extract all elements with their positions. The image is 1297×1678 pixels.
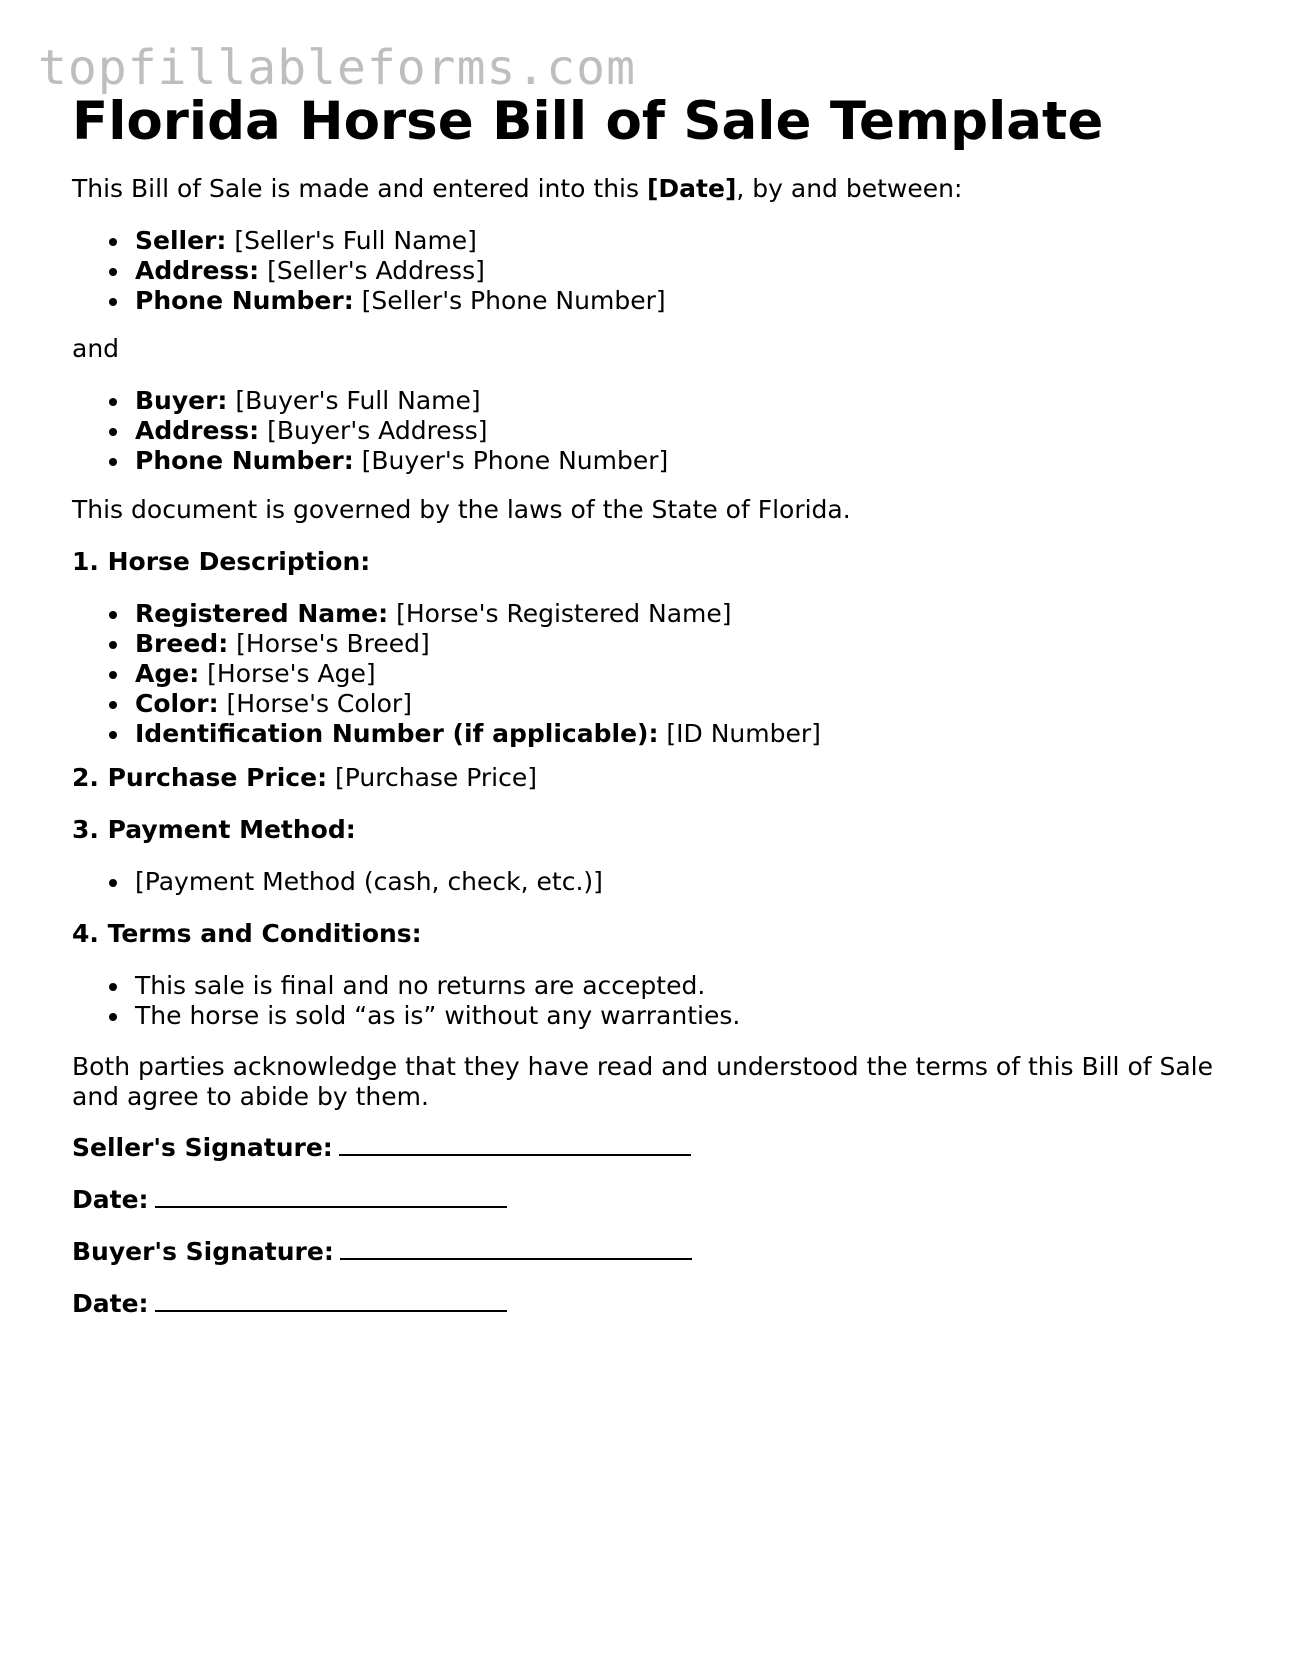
seller-signature-label: Seller's Signature:: [72, 1133, 333, 1162]
id-number-value: [ID Number]: [658, 719, 821, 748]
governed-text: This document is governed by the laws of the State of Florida.: [72, 495, 851, 524]
section-2: [72, 763, 537, 793]
list-item: [72, 599, 821, 629]
buyer-signature-label: Buyer's Signature:: [72, 1237, 334, 1266]
section-1-heading: [72, 547, 370, 577]
list-item: This sale is final and no returns are accepted.: [72, 971, 740, 1001]
buyer-address-label: Address:: [135, 416, 260, 445]
buyer-label: Buyer:: [135, 386, 228, 415]
registered-name-value: [Horse's Registered Name]: [388, 599, 732, 628]
list-item: [Payment Method (cash, check, etc.)]: [72, 867, 603, 897]
buyer-signature-line[interactable]: [340, 1236, 692, 1260]
buyer-date-row: [72, 1288, 507, 1319]
buyer-phone-label: Phone Number:: [135, 446, 354, 475]
seller-signature-row: [72, 1132, 691, 1163]
seller-date-label: Date:: [72, 1185, 149, 1214]
list-item: [72, 659, 821, 689]
buyer-address-value: [Buyer's Address]: [259, 416, 488, 445]
buyer-signature-row: [72, 1236, 692, 1267]
seller-date-row: [72, 1184, 507, 1215]
seller-phone-value: [Seller's Phone Number]: [353, 286, 666, 315]
acknowledgement-paragraph: [72, 1052, 1213, 1112]
acknowledgement-line-2: and agree to abide by them.: [72, 1082, 429, 1111]
seller-signature-line[interactable]: [339, 1132, 691, 1156]
payment-method-list: [72, 867, 603, 897]
registered-name-label: Registered Name:: [135, 599, 389, 628]
section-3-heading-text: 3. Payment Method:: [72, 815, 356, 844]
seller-list: [72, 226, 666, 316]
color-label: Color:: [135, 689, 219, 718]
watermark: topfillableforms.com: [38, 40, 636, 96]
document-body: [72, 86, 1252, 1318]
acknowledgement-line-1: Both parties acknowledge that they have read and understood the terms of this Bill of Sale: [72, 1052, 1214, 1081]
intro-paragraph: [72, 174, 962, 204]
list-item: [72, 286, 666, 316]
list-item: The horse is sold “as is” without any warranties.: [72, 1001, 740, 1031]
list-item: [72, 689, 821, 719]
breed-value: [Horse's Breed]: [228, 629, 430, 658]
terms-list: [72, 971, 740, 1031]
list-item: [72, 719, 821, 749]
seller-date-line[interactable]: [155, 1184, 507, 1208]
buyer-phone-value: [Buyer's Phone Number]: [353, 446, 669, 475]
section-4-heading: [72, 919, 422, 949]
buyer-list: [72, 386, 668, 476]
intro-text-before: This Bill of Sale is made and entered into this: [72, 174, 647, 203]
seller-phone-label: Phone Number:: [135, 286, 354, 315]
section-1-heading-text: 1. Horse Description:: [72, 547, 371, 576]
intro-text-after: , by and between:: [736, 174, 963, 203]
page-title: Florida Horse Bill of Sale Template: [72, 91, 1104, 152]
seller-label: Seller:: [135, 226, 227, 255]
section-2-heading: 2. Purchase Price:: [72, 763, 328, 792]
id-number-label: Identification Number (if applicable):: [135, 719, 659, 748]
list-item: [72, 226, 666, 256]
buyer-date-label: Date:: [72, 1289, 149, 1318]
horse-description-list: [72, 599, 821, 749]
breed-label: Breed:: [135, 629, 229, 658]
color-value: [Horse's Color]: [218, 689, 412, 718]
buyer-value: [Buyer's Full Name]: [227, 386, 481, 415]
age-value: [Horse's Age]: [199, 659, 376, 688]
purchase-price-value: [Purchase Price]: [327, 763, 537, 792]
seller-address-label: Address:: [135, 256, 260, 285]
and-text: and: [72, 334, 120, 363]
buyer-date-line[interactable]: [155, 1288, 507, 1312]
list-item: [72, 446, 668, 476]
list-item: [72, 629, 821, 659]
section-3-heading: [72, 815, 356, 845]
age-label: Age:: [135, 659, 200, 688]
seller-address-value: [Seller's Address]: [259, 256, 485, 285]
list-item: [72, 386, 668, 416]
list-item: [72, 416, 668, 446]
section-4-heading-text: 4. Terms and Conditions:: [72, 919, 422, 948]
seller-value: [Seller's Full Name]: [226, 226, 477, 255]
list-item: [72, 256, 666, 286]
intro-date-placeholder: [Date]: [646, 174, 737, 203]
